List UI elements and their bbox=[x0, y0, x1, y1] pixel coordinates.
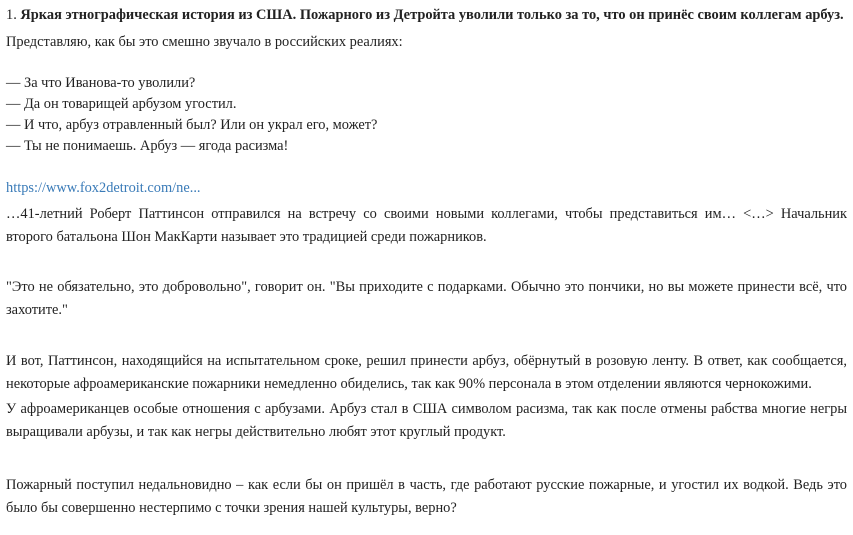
dialog-line: — И что, арбуз отравленный был? Или он украл его, может? bbox=[6, 117, 378, 133]
paragraph: …41-летний Роберт Паттинсон отправился на встречу со своими новыми коллегами, чтобы представиться им… <…> Начальник второго батальона Шон МакКарти называет это традицией среди пожарников. bbox=[6, 206, 847, 245]
post-headline bbox=[6, 4, 847, 26]
source-link[interactable]: https://www.fox2detroit.com/ne... bbox=[6, 180, 201, 196]
post-number: 1. bbox=[6, 7, 17, 23]
intro-text: Представляю, как бы это смешно звучало в российских реалиях: bbox=[6, 34, 403, 50]
dialog-line: — Ты не понимаешь. Арбуз — ягода расизма! bbox=[6, 138, 289, 154]
paragraph: Пожарный поступил недальновидно – как если бы он пришёл в часть, где работают русские пожарные, и угостил их водкой. Ведь это было бы совершенно нестерпимо с точки зрения нашей культуры, верно? bbox=[6, 477, 847, 516]
post-headline-text: Яркая этнографическая история из США. Пожарного из Детройта уволили только за то, что он принёс своим коллегам арбуз. bbox=[20, 7, 844, 23]
paragraph: И вот, Паттинсон, находящийся на испытательном сроке, решил принести арбуз, обёрнутый в розовую ленту. В ответ, как сообщается, некоторые афроамериканские пожарники немедленно обиделись, так как 90% персонала в этом отделении являются чернокожими. bbox=[6, 353, 847, 392]
paragraph: "Это не обязательно, это добровольно", говорит он. "Вы приходите с подарками. Обычно это пончики, но вы можете принести всё, что захотите." bbox=[6, 279, 847, 318]
source-link-row bbox=[6, 177, 847, 199]
dialog-line: — Да он товарищей арбузом угостил. bbox=[6, 96, 237, 112]
dialog-line: — За что Иванова-то уволили? bbox=[6, 75, 196, 91]
paragraph: У афроамериканцев особые отношения с арбузами. Арбуз стал в США символом расизма, так как после отмены рабства многие негры выращивали арбузы, и так как негры действительно любят этот круглый продукт. bbox=[6, 401, 847, 440]
